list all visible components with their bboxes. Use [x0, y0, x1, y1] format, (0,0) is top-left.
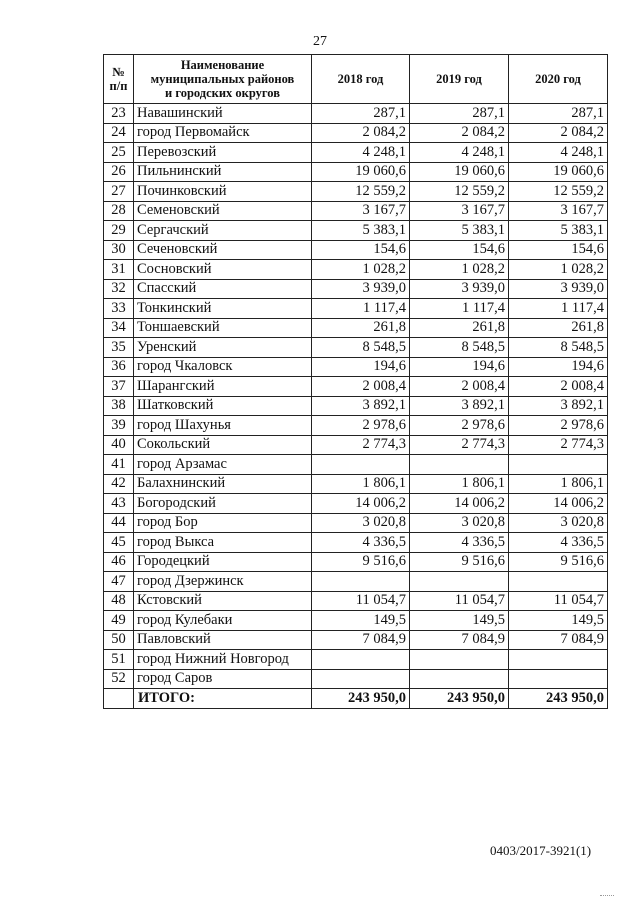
value-2019: 1 117,4: [410, 299, 509, 319]
value-2020: [509, 572, 608, 592]
value-2019: 14 006,2: [410, 494, 509, 514]
value-2018: 14 006,2: [312, 494, 410, 514]
table-row: [104, 630, 608, 650]
municipality-name: Тонкинский: [134, 299, 312, 319]
value-2020: 2 008,4: [509, 377, 608, 397]
value-2020: [509, 650, 608, 670]
value-2018: 1 117,4: [312, 299, 410, 319]
page-number: 27: [313, 34, 327, 49]
row-number: 31: [104, 260, 134, 280]
value-2018: 11 054,7: [312, 591, 410, 611]
row-number: 42: [104, 474, 134, 494]
municipality-name: Городецкий: [134, 552, 312, 572]
table-row: [104, 416, 608, 436]
row-number: 36: [104, 357, 134, 377]
value-2019: [410, 650, 509, 670]
municipality-name: Навашинский: [134, 104, 312, 124]
value-2018: 1 028,2: [312, 260, 410, 280]
value-2019: 4 336,5: [410, 533, 509, 553]
municipality-name: город Дзержинск: [134, 572, 312, 592]
table-row: [104, 162, 608, 182]
value-2019: 1 806,1: [410, 474, 509, 494]
table-row: [104, 533, 608, 553]
total-row: [104, 689, 608, 709]
value-2018: 12 559,2: [312, 182, 410, 202]
value-2020: 12 559,2: [509, 182, 608, 202]
row-number: 30: [104, 240, 134, 260]
table-row: [104, 669, 608, 689]
value-2020: 11 054,7: [509, 591, 608, 611]
value-2018: 2 008,4: [312, 377, 410, 397]
table-row: [104, 240, 608, 260]
row-number: 27: [104, 182, 134, 202]
value-2020: 194,6: [509, 357, 608, 377]
row-number: 23: [104, 104, 134, 124]
value-2020: 7 084,9: [509, 630, 608, 650]
row-number: 40: [104, 435, 134, 455]
value-2020: 8 548,5: [509, 338, 608, 358]
value-2020: 3 167,7: [509, 201, 608, 221]
table-header-row: [104, 55, 608, 104]
municipality-name: город Нижний Новгород: [134, 650, 312, 670]
municipality-name: город Бор: [134, 513, 312, 533]
value-2019: 2 978,6: [410, 416, 509, 436]
value-2018: 1 806,1: [312, 474, 410, 494]
table-row: [104, 318, 608, 338]
value-2018: [312, 650, 410, 670]
row-number: 46: [104, 552, 134, 572]
value-2020: 1 806,1: [509, 474, 608, 494]
table-row: [104, 552, 608, 572]
value-2018: 3 892,1: [312, 396, 410, 416]
value-2019: [410, 572, 509, 592]
municipality-name: Починковский: [134, 182, 312, 202]
value-2019: [410, 455, 509, 475]
municipality-name: город Чкаловск: [134, 357, 312, 377]
value-2020: 5 383,1: [509, 221, 608, 241]
total-2020: 243 950,0: [509, 689, 608, 709]
value-2020: 19 060,6: [509, 162, 608, 182]
table-row: [104, 611, 608, 631]
table-row: [104, 455, 608, 475]
table-row: [104, 513, 608, 533]
value-2018: 3 020,8: [312, 513, 410, 533]
row-number: 24: [104, 123, 134, 143]
value-2018: [312, 455, 410, 475]
value-2020: 287,1: [509, 104, 608, 124]
row-number: 47: [104, 572, 134, 592]
header-2019: 2019 год: [410, 55, 509, 104]
row-number: 49: [104, 611, 134, 631]
table-row: [104, 279, 608, 299]
header-2018: 2018 год: [312, 55, 410, 104]
value-2019: 3 020,8: [410, 513, 509, 533]
table-row: [104, 650, 608, 670]
municipality-name: город Первомайск: [134, 123, 312, 143]
table-row: [104, 143, 608, 163]
row-number: 37: [104, 377, 134, 397]
value-2020: 261,8: [509, 318, 608, 338]
header-num-text: № п/п: [109, 65, 128, 93]
municipality-name: Шатковский: [134, 396, 312, 416]
value-2019: 19 060,6: [410, 162, 509, 182]
table-body: [104, 104, 608, 689]
value-2019: 11 054,7: [410, 591, 509, 611]
municipality-name: Богородский: [134, 494, 312, 514]
table-row: [104, 494, 608, 514]
value-2018: 3 939,0: [312, 279, 410, 299]
total-2018: 243 950,0: [312, 689, 410, 709]
value-2018: 7 084,9: [312, 630, 410, 650]
table-row: [104, 572, 608, 592]
value-2019: 1 028,2: [410, 260, 509, 280]
value-2019: 4 248,1: [410, 143, 509, 163]
row-number: 51: [104, 650, 134, 670]
value-2020: 4 248,1: [509, 143, 608, 163]
municipality-name: Шарангский: [134, 377, 312, 397]
row-number: 35: [104, 338, 134, 358]
value-2020: 9 516,6: [509, 552, 608, 572]
row-number: 43: [104, 494, 134, 514]
value-2019: 3 892,1: [410, 396, 509, 416]
table-row: [104, 104, 608, 124]
row-number: 26: [104, 162, 134, 182]
table-row: [104, 221, 608, 241]
value-2019: 2 774,3: [410, 435, 509, 455]
value-2020: 4 336,5: [509, 533, 608, 553]
value-2019: 194,6: [410, 357, 509, 377]
header-num: [104, 55, 134, 104]
value-2018: [312, 669, 410, 689]
value-2018: 19 060,6: [312, 162, 410, 182]
row-number: 44: [104, 513, 134, 533]
header-name-text: Наименование муниципальных районов и городских округов: [150, 58, 295, 100]
total-2019: 243 950,0: [410, 689, 509, 709]
value-2019: 9 516,6: [410, 552, 509, 572]
value-2018: 149,5: [312, 611, 410, 631]
document-code: 0403/2017-3921(1): [490, 843, 592, 858]
municipality-name: Балахнинский: [134, 474, 312, 494]
value-2019: 154,6: [410, 240, 509, 260]
row-number: 29: [104, 221, 134, 241]
table-row: [104, 260, 608, 280]
value-2020: 2 084,2: [509, 123, 608, 143]
value-2020: 1 117,4: [509, 299, 608, 319]
value-2018: 8 548,5: [312, 338, 410, 358]
municipality-name: Семеновский: [134, 201, 312, 221]
municipality-name: Сосновский: [134, 260, 312, 280]
value-2018: 5 383,1: [312, 221, 410, 241]
table-row: [104, 338, 608, 358]
row-number: 38: [104, 396, 134, 416]
municipality-name: Кстовский: [134, 591, 312, 611]
value-2020: [509, 669, 608, 689]
value-2018: [312, 572, 410, 592]
value-2020: [509, 455, 608, 475]
value-2020: 149,5: [509, 611, 608, 631]
value-2018: 9 516,6: [312, 552, 410, 572]
value-2018: 3 167,7: [312, 201, 410, 221]
table-row: [104, 182, 608, 202]
row-number: 28: [104, 201, 134, 221]
total-label: ИТОГО:: [134, 689, 312, 709]
total-num-cell: [104, 689, 134, 709]
value-2020: 14 006,2: [509, 494, 608, 514]
municipality-name: город Арзамас: [134, 455, 312, 475]
municipality-name: Павловский: [134, 630, 312, 650]
value-2019: 12 559,2: [410, 182, 509, 202]
row-number: 34: [104, 318, 134, 338]
municipality-name: Сокольский: [134, 435, 312, 455]
value-2019: 7 084,9: [410, 630, 509, 650]
table-row: [104, 396, 608, 416]
value-2019: 3 939,0: [410, 279, 509, 299]
row-number: 41: [104, 455, 134, 475]
value-2020: 3 020,8: [509, 513, 608, 533]
value-2019: 8 548,5: [410, 338, 509, 358]
value-2018: 261,8: [312, 318, 410, 338]
value-2018: 2 774,3: [312, 435, 410, 455]
budget-table: [103, 54, 608, 709]
table-row: [104, 435, 608, 455]
scan-mark: [600, 895, 614, 898]
value-2020: 1 028,2: [509, 260, 608, 280]
municipality-name: город Выкса: [134, 533, 312, 553]
row-number: 25: [104, 143, 134, 163]
value-2020: 3 892,1: [509, 396, 608, 416]
value-2019: 5 383,1: [410, 221, 509, 241]
value-2019: [410, 669, 509, 689]
value-2020: 3 939,0: [509, 279, 608, 299]
row-number: 32: [104, 279, 134, 299]
value-2020: 154,6: [509, 240, 608, 260]
municipality-name: Сеченовский: [134, 240, 312, 260]
value-2020: 2 774,3: [509, 435, 608, 455]
municipality-name: Перевозский: [134, 143, 312, 163]
value-2019: 2 084,2: [410, 123, 509, 143]
value-2019: 3 167,7: [410, 201, 509, 221]
value-2020: 2 978,6: [509, 416, 608, 436]
municipality-name: город Кулебаки: [134, 611, 312, 631]
municipality-name: Уренский: [134, 338, 312, 358]
value-2018: 2 084,2: [312, 123, 410, 143]
municipality-name: город Саров: [134, 669, 312, 689]
row-number: 52: [104, 669, 134, 689]
row-number: 39: [104, 416, 134, 436]
value-2019: 149,5: [410, 611, 509, 631]
municipality-name: Сергачский: [134, 221, 312, 241]
table-row: [104, 123, 608, 143]
row-number: 48: [104, 591, 134, 611]
value-2018: 4 248,1: [312, 143, 410, 163]
row-number: 45: [104, 533, 134, 553]
table-row: [104, 299, 608, 319]
header-name: [134, 55, 312, 104]
value-2019: 261,8: [410, 318, 509, 338]
table-row: [104, 591, 608, 611]
value-2019: 2 008,4: [410, 377, 509, 397]
value-2018: 154,6: [312, 240, 410, 260]
value-2018: 4 336,5: [312, 533, 410, 553]
municipality-name: Пильнинский: [134, 162, 312, 182]
value-2018: 194,6: [312, 357, 410, 377]
header-2020: 2020 год: [509, 55, 608, 104]
row-number: 33: [104, 299, 134, 319]
municipality-name: Тоншаевский: [134, 318, 312, 338]
value-2018: 287,1: [312, 104, 410, 124]
value-2019: 287,1: [410, 104, 509, 124]
table-row: [104, 201, 608, 221]
table-row: [104, 357, 608, 377]
table-row: [104, 377, 608, 397]
row-number: 50: [104, 630, 134, 650]
municipality-name: город Шахунья: [134, 416, 312, 436]
value-2018: 2 978,6: [312, 416, 410, 436]
municipality-name: Спасский: [134, 279, 312, 299]
table-row: [104, 474, 608, 494]
